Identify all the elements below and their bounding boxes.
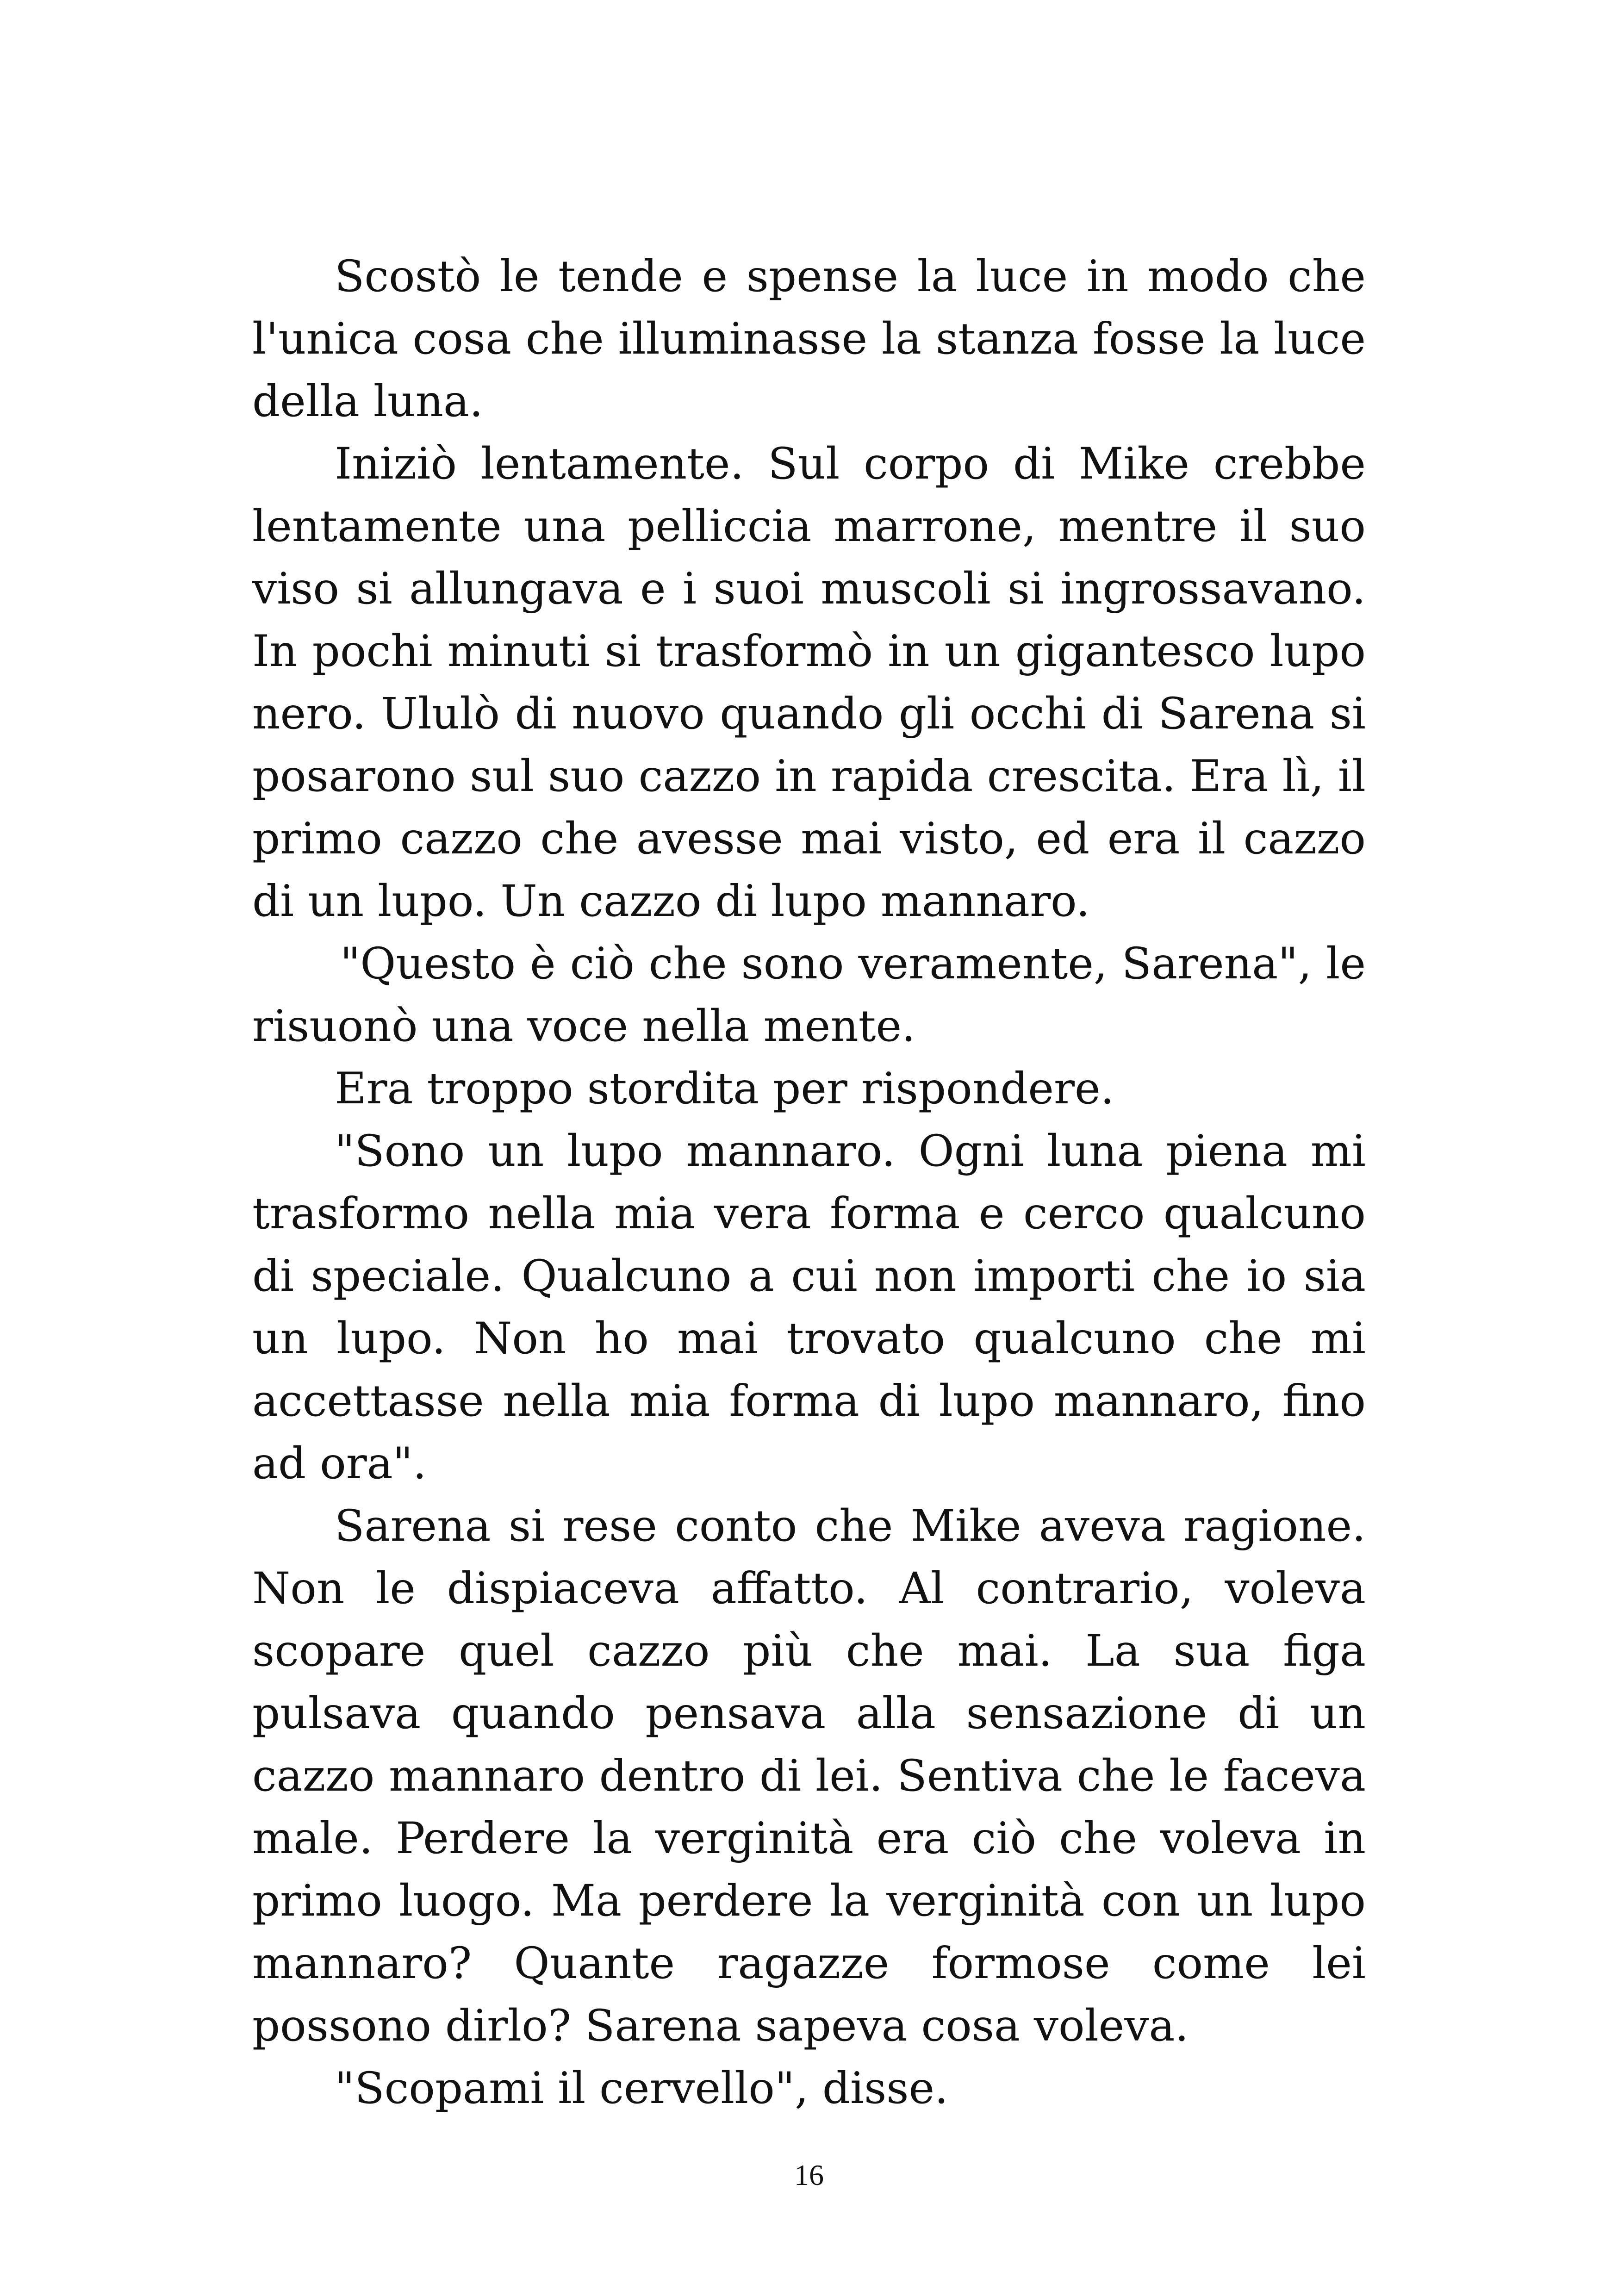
paragraph-1: Scostò le tende e spense la luce in modo che l'unica cosa che illuminasse la stanza fosse la luce della luna. <box>252 251 1366 427</box>
paragraph-7: "Scopami il cervello", disse. <box>335 2063 949 2114</box>
body-text <box>252 245 1366 2120</box>
paragraph-4: Era troppo stordita per rispondere. <box>335 1064 1114 1114</box>
page-number: 16 <box>794 2159 824 2191</box>
paragraph-6: Sarena si rese conto che Mike aveva ragione. Non le dispiaceva affatto. Al contrario, voleva scopare quel cazzo più che mai. La sua figa pulsava quando pensava alla sensazione di un cazzo mannaro dentro di lei. Sentiva che le faceva male. Perdere la verginità era ciò che voleva in primo luogo. Ma perdere la verginità con un lupo mannaro? Quante ragazze formose come lei possono dirlo? Sarena sapeva cosa voleva. <box>252 1501 1366 2051</box>
paragraph-5: "Sono un lupo mannaro. Ogni luna piena mi trasformo nella mia vera forma e cerco qualcuno di speciale. Qualcuno a cui non importi che io sia un lupo. Non ho mai trovato qualcuno che mi accettasse nella mia forma di lupo mannaro, fino ad ora". <box>252 1126 1366 1489</box>
paragraph-2: Iniziò lentamente. Sul corpo di Mike crebbe lentamente una pelliccia marrone, mentre il suo viso si allungava e i suoi muscoli si ingrossavano. In pochi minuti si trasformò in un gigantesco lupo nero. Ululò di nuovo quando gli occhi di Sarena si posarono sul suo cazzo in rapida crescita. Era lì, il primo cazzo che avesse mai visto, ed era il cazzo di un lupo. Un cazzo di lupo mannaro. <box>252 439 1366 927</box>
paragraph-3: "Questo è ciò che sono veramente, Sarena", le risuonò una voce nella mente. <box>252 939 1366 1052</box>
